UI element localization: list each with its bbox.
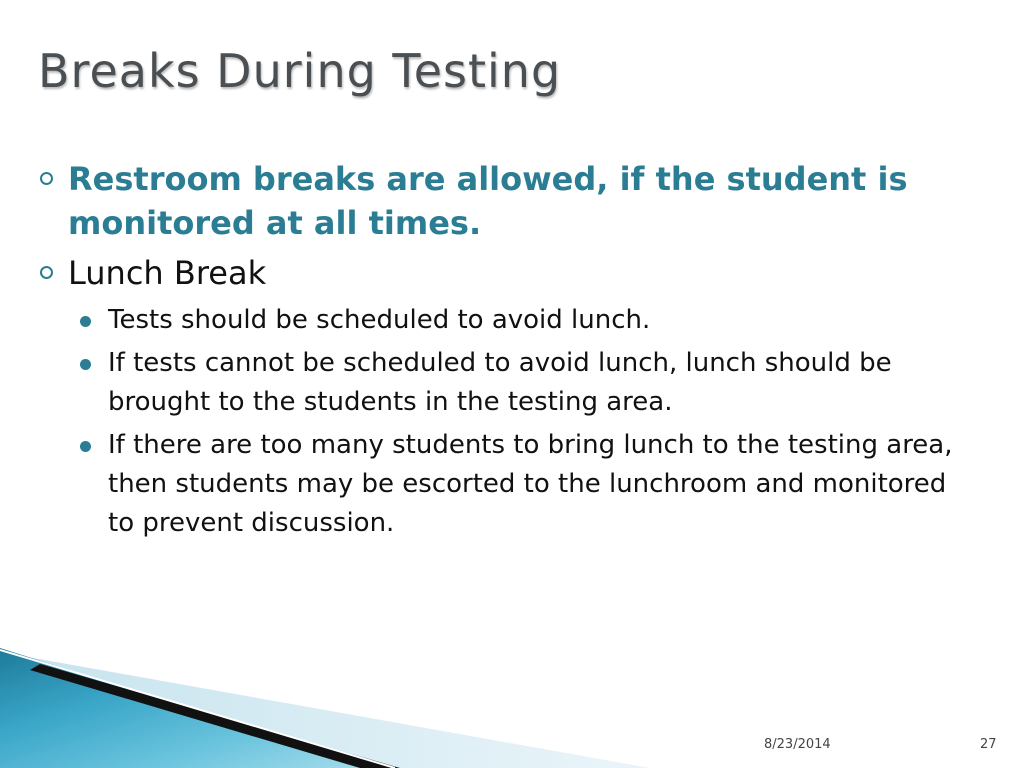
filled-circle-bullet-icon [80,359,91,370]
bullet-text: Lunch Break [68,254,267,292]
bullet-item-restroom [38,157,968,245]
sub-bullet-text: If tests cannot be scheduled to avoid lunch, lunch should be brought to the students in the testing area. [108,348,892,417]
decorative-wave-graphic [0,640,1024,768]
hollow-circle-bullet-icon [40,172,53,185]
footer-date: 8/23/2014 [764,737,831,752]
sub-bullet-text: Tests should be scheduled to avoid lunch. [108,305,651,335]
sub-bullet-item [38,344,968,422]
slide-title: Breaks During Testing [38,44,562,98]
bullet-text: Restroom breaks are allowed, if the student is monitored at all times. [68,160,908,242]
slide-number: 27 [980,737,997,752]
bullet-item-lunch-break [38,251,968,295]
sub-bullet-text: If there are too many students to bring lunch to the testing area, then students may be escorted to the lunchroom and monitored to prevent discussion. [108,430,953,538]
slide-body [38,157,968,547]
filled-circle-bullet-icon [80,316,91,327]
hollow-circle-bullet-icon [40,266,53,279]
filled-circle-bullet-icon [80,441,91,452]
sub-bullet-item [38,426,968,543]
sub-bullet-item [38,301,968,340]
